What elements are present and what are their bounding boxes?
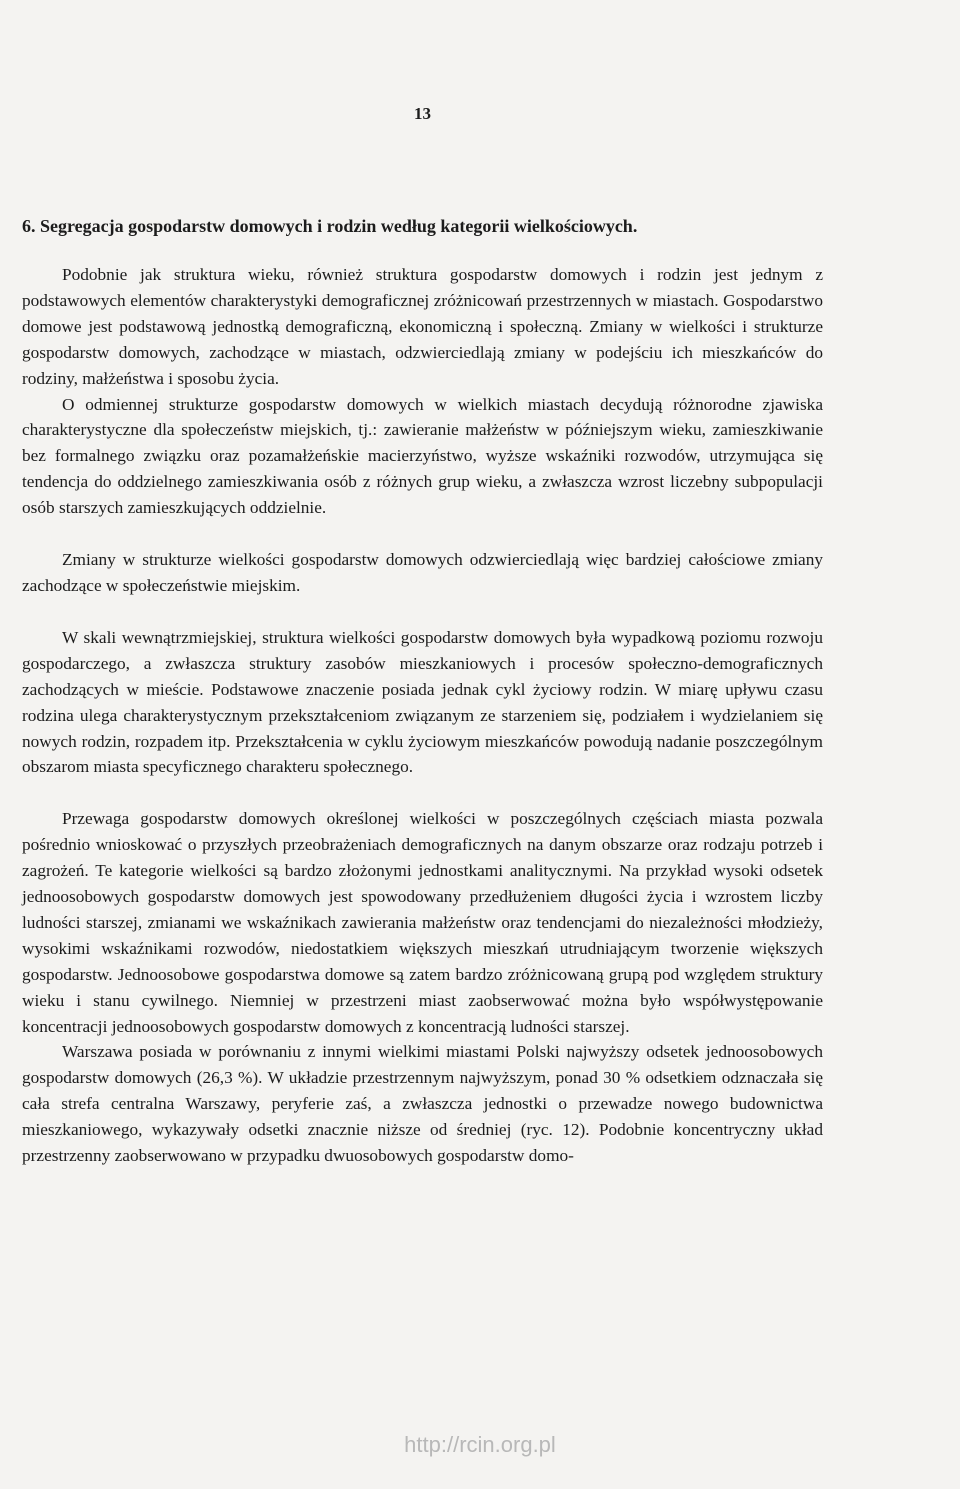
- body-text: [22, 262, 823, 1169]
- page-number: 13: [414, 104, 431, 123]
- section-heading: 6. Segregacja gospodarstw domowych i rodzin według kategorii wielkościowych.: [22, 216, 638, 236]
- paragraph: Podobnie jak struktura wieku, również struktura gospodarstw domowych i rodzin jest jednym z podstawowych elementów charakterystyki demograficznej zróżnicowań przestrzennych w miastach. Gospodarstwo domowe jest podstawową jednostką demograficzną, ekonomiczną i społeczną. Zmiany w wielkości i strukturze gospodarstw domowych, zachodzące w miastach, odzwierciedlają zmiany w podejściu ich mieszkańców do rodziny, małżeństwa i sposobu życia.: [22, 265, 823, 388]
- watermark-url: http://rcin.org.pl: [404, 1432, 556, 1457]
- paragraph: Zmiany w strukturze wielkości gospodarstw domowych odzwierciedlają więc bardziej całościowe zmiany zachodzące w społeczeństwie miejskim.: [22, 550, 823, 595]
- paragraph: W skali wewnątrzmiejskiej, struktura wielkości gospodarstw domowych była wypadkową poziomu rozwoju gospodarczego, a zwłaszcza struktury zasobów mieszkaniowych i procesów społeczno-demograficznych zachodzących w mieście. Podstawowe znaczenie posiada jednak cykl życiowy rodzin. W miarę upływu czasu rodzina ulega charakterystycznym przekształceniom związanym ze starzeniem się, podziałem i wydzielaniem się nowych rodzin, rozpadem itp. Przekształcenia w cyklu życiowym mieszkańców powodują nadanie poszczególnym obszarom miasta specyficznego charakteru społecznego.: [22, 627, 823, 777]
- paragraph: Przewaga gospodarstw domowych określonej wielkości w poszczególnych częściach miasta pozwala pośrednio wnioskować o przyszłych przeobrażeniach demograficznych na danym obszarze oraz rodzaju potrzeb i zagrożeń. Te kategorie wielkości są bardzo złożonymi jednostkami analitycznymi. Na przykład wysoki odsetek jednoosobowych gospodarstw domowych jest spowodowany przedłużeniem długości życia i wzrostem liczby ludności starszej, zmianami we wskaźnikach zawierania małżeństw oraz tendencjami do niezależności młodzieży, wysokimi wskaźnikami rozwodów, niedostatkiem większych mieszkań utrudniającym tworzenie większych gospodarstw. Jednoosobowe gospodarstwa domowe są zatem bardzo zróżnicowaną grupą pod względem struktury wieku i stanu cywilnego. Niemniej w przestrzeni miast zaobserwować można było współwystępowanie koncentracji jednoosobowych gospodarstw domowych z koncentracją ludności starszej.: [22, 809, 823, 1036]
- paragraph: Warszawa posiada w porównaniu z innymi wielkimi miastami Polski najwyższy odsetek jednoosobowych gospodarstw domowych (26,3 %). W układzie przestrzennym najwyższym, ponad 30 % odsetkiem odznaczała się cała strefa centralna Warszawy, peryferie zaś, a zwłaszcza jednostki o przewadze nowego budownictwa mieszkaniowego, wykazywały odsetki znacznie niższe od średniej (ryc. 12). Podobnie koncentryczny układ przestrzenny zaobserwowano w przypadku dwuosobowych gospodarstw domo-: [22, 1042, 823, 1166]
- paragraph: O odmiennej strukturze gospodarstw domowych w wielkich miastach decydują różnorodne zjawiska charakterystyczne dla społeczeństw miejskich, tj.: zawieranie małżeństw w późniejszym wieku, zamieszkiwanie bez formalnego związku oraz pozamałżeńskie macierzyństwo, wyższe wskaźniki rozwodów, utrzymująca się tendencja do oddzielnego zamieszkiwania osób z różnych grup wieku, a zwłaszcza wzrost liczebny subpopulacji osób starszych zamieszkujących oddzielnie.: [22, 394, 823, 518]
